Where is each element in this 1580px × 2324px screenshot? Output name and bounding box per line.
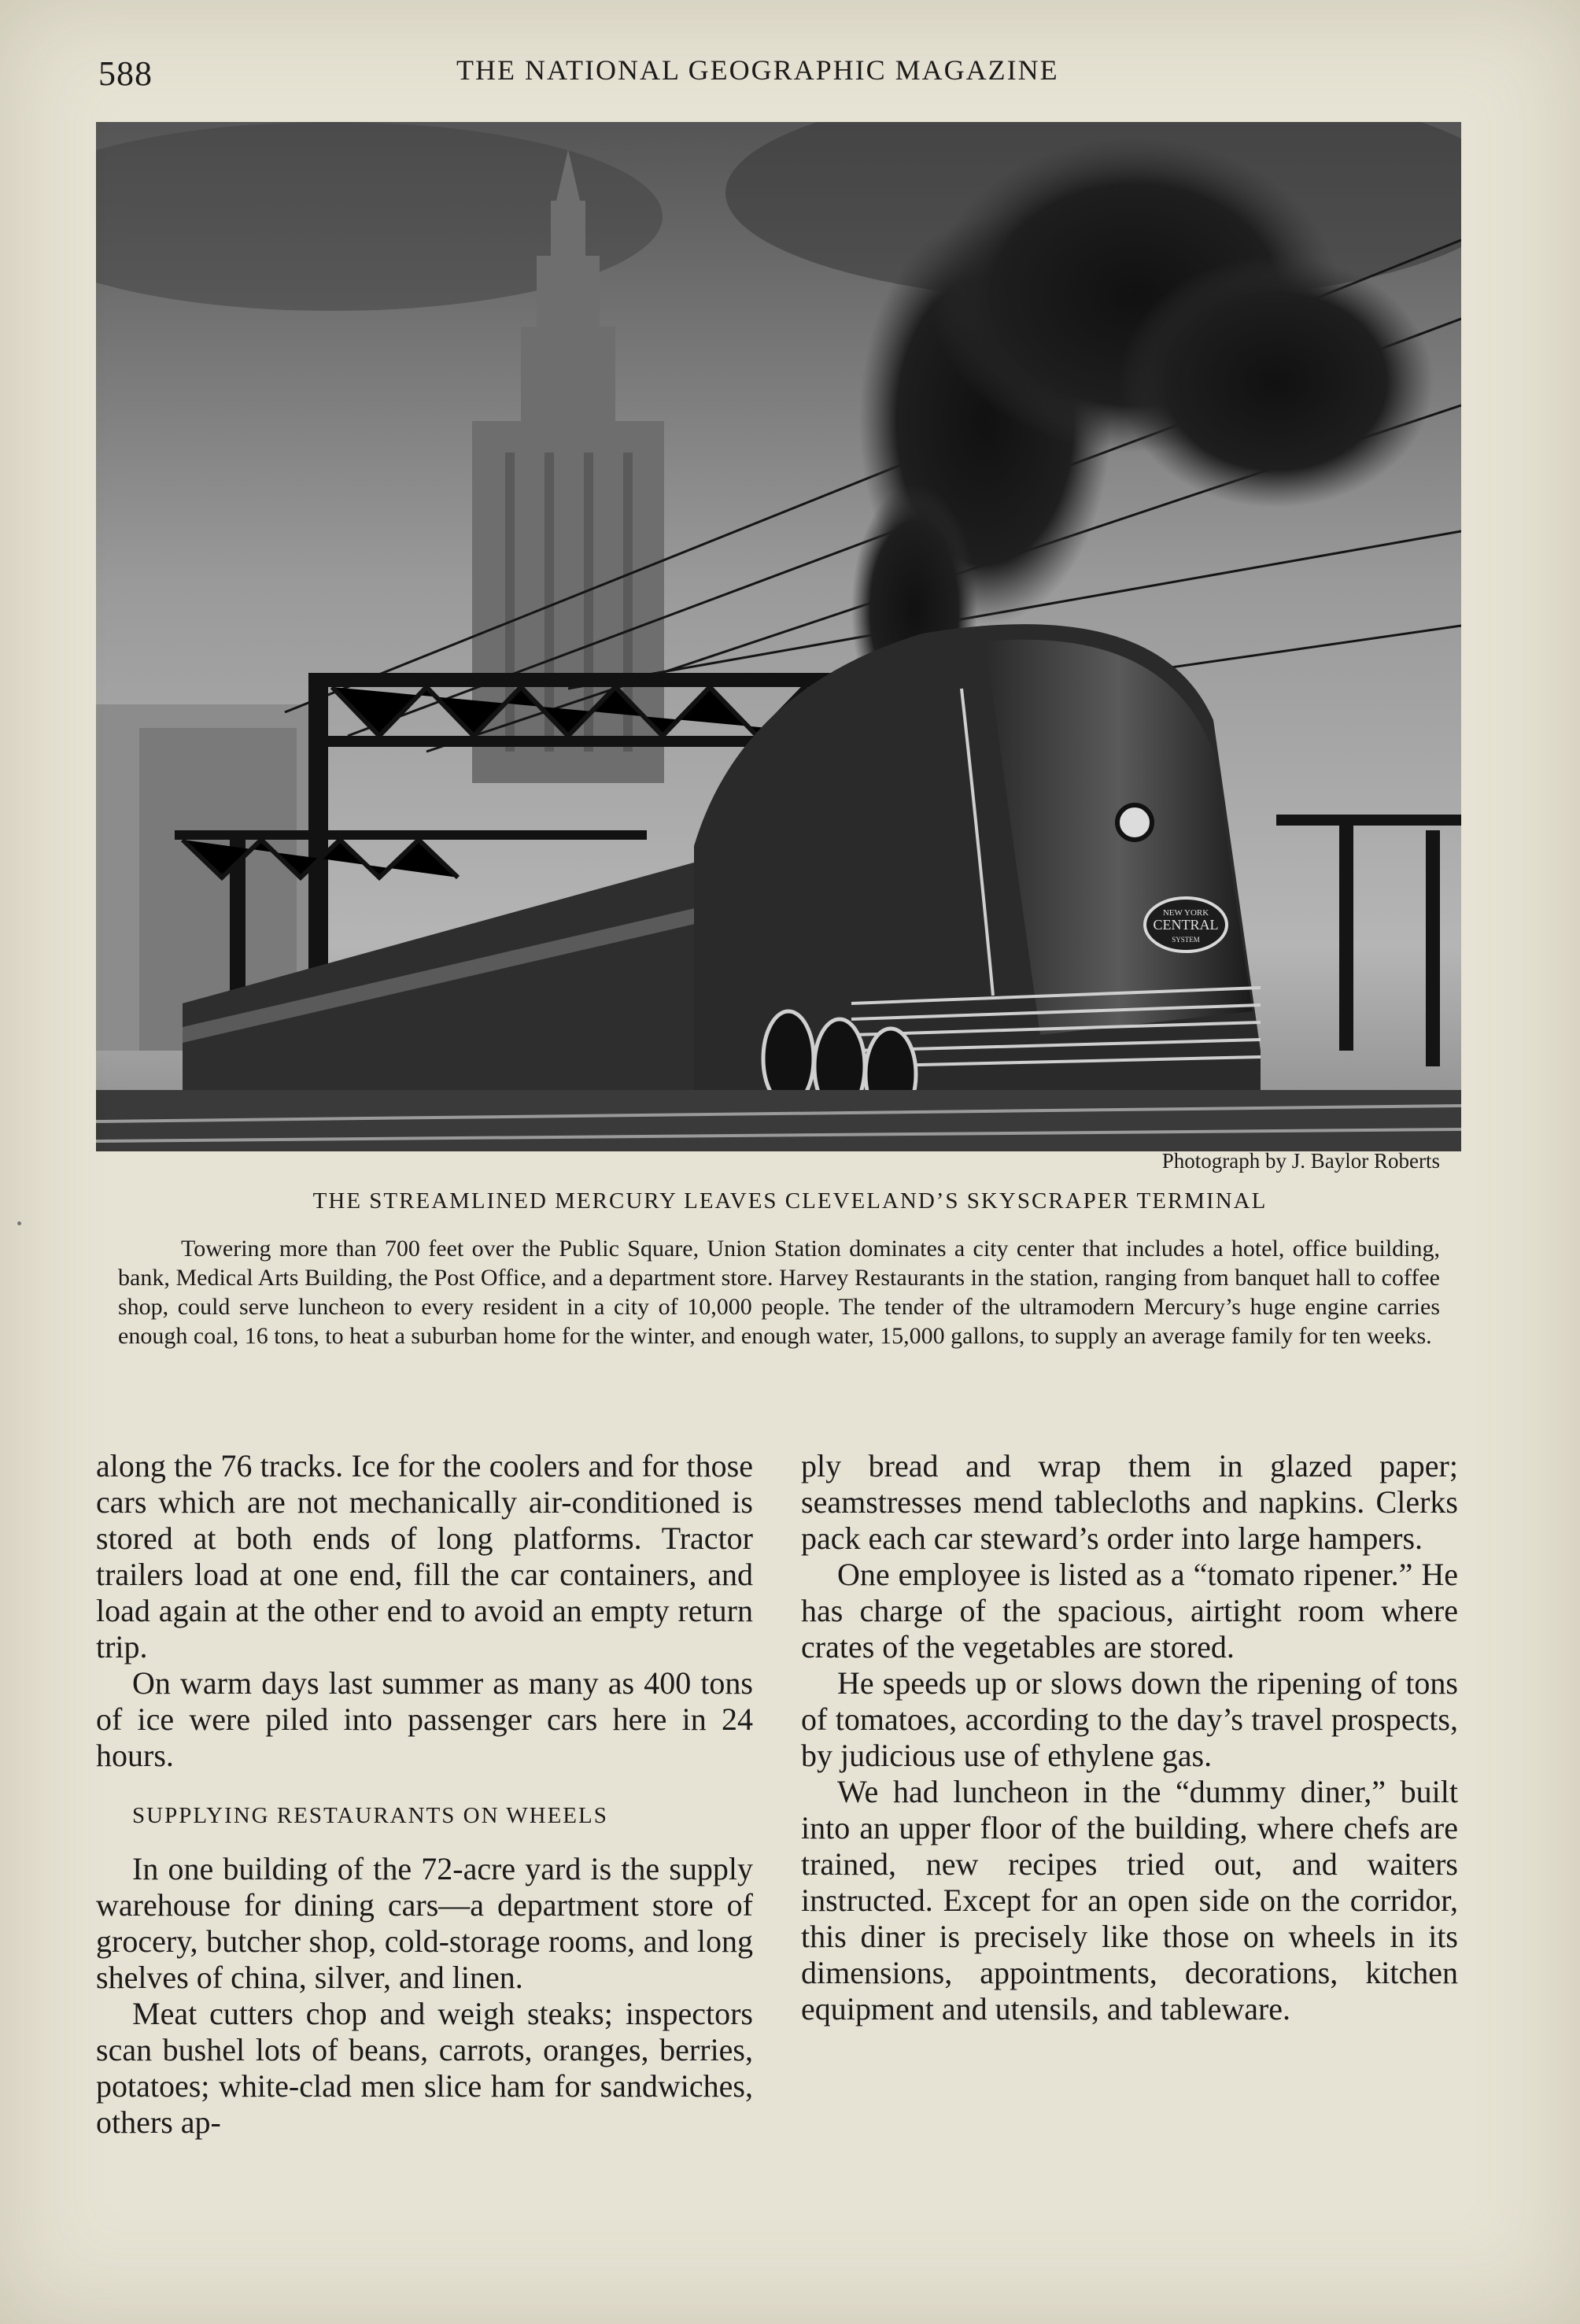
right-paragraph-2: One employee is listed as a “tomato ripener.” He has charge of the spacious, airtight room where crates of the vegetables are stored. bbox=[801, 1557, 1458, 1664]
left-paragraph-3: In one building of the 72-acre yard is the supply warehouse for dining cars—a department store of grocery, butcher shop, cold-storage rooms, and long shelves of china, silver, and linen. bbox=[96, 1851, 753, 1995]
right-paragraph-1: ply bread and wrap them in glazed paper; seamstresses mend tablecloths and napkins. Clerks pack each car steward’s order into large hampers. bbox=[801, 1448, 1458, 1556]
left-column bbox=[96, 1448, 753, 2141]
right-paragraph-4: We had luncheon in the “dummy diner,” built into an upper floor of the building, where chefs are trained, new recipes tried out, and waiters instructed. Except for an open side on the corridor, this diner is precisely like those on wheels in its dimensions, appointments, decorations, kitchen equipment and utensils, and tableware. bbox=[801, 1774, 1458, 2027]
badge-line-1: NEW YORK bbox=[1162, 908, 1209, 918]
photo-illustration bbox=[96, 122, 1461, 1151]
right-paragraph-3: He speeds up or slows down the ripening of tons of tomatoes, according to the day’s travel prospects, by judicious use of ethylene gas. bbox=[801, 1665, 1458, 1773]
caption-title: THE STREAMLINED MERCURY LEAVES CLEVELAND’S SKYSCRAPER TERMINAL bbox=[312, 1188, 1268, 1214]
train-photograph bbox=[96, 122, 1461, 1151]
photo-credit: Photograph by J. Baylor Roberts bbox=[1161, 1149, 1440, 1173]
caption-body: Towering more than 700 feet over the Public Square, Union Station dominates a city center that includes a hotel, office building, bank, Medical Arts Building, the Post Office, and a department store. Harvey Restaurants in the station, ranging from banquet hall to coffee shop, could serve luncheon to every resident in a city of 10,000 people. The tender of the ultramodern Mercury’s huge engine carries enough coal, 16 tons, to heat a suburban home for the winter, and enough water, 15,000 gallons, to supply an average family for ten weeks. bbox=[118, 1236, 1440, 1349]
left-paragraph-4: Meat cutters chop and weigh steaks; inspectors scan bushel lots of beans, carrots, oranges, berries, potatoes; white-clad men slice ham for sandwiches, others ap- bbox=[96, 1996, 753, 2140]
left-paragraph-1: along the 76 tracks. Ice for the coolers and for those cars which are not mechanically air-conditioned is stored at both ends of long platforms. Tractor trailers load at one end, fill the car containers, and load again at the other end to avoid an empty return trip. bbox=[96, 1448, 753, 1664]
margin-speck bbox=[17, 1221, 21, 1225]
section-subheading: SUPPLYING RESTAURANTS ON WHEELS bbox=[132, 1803, 608, 1828]
badge-line-3: SYSTEM bbox=[1172, 936, 1200, 944]
left-paragraph-2: On warm days last summer as many as 400 tons of ice were piled into passenger cars here in 24 hours. bbox=[96, 1665, 753, 1773]
badge-line-2: CENTRAL bbox=[1153, 917, 1219, 933]
right-column bbox=[801, 1448, 1458, 2027]
page-number: 588 bbox=[98, 54, 153, 93]
running-head: THE NATIONAL GEOGRAPHIC MAGAZINE bbox=[456, 54, 1059, 86]
